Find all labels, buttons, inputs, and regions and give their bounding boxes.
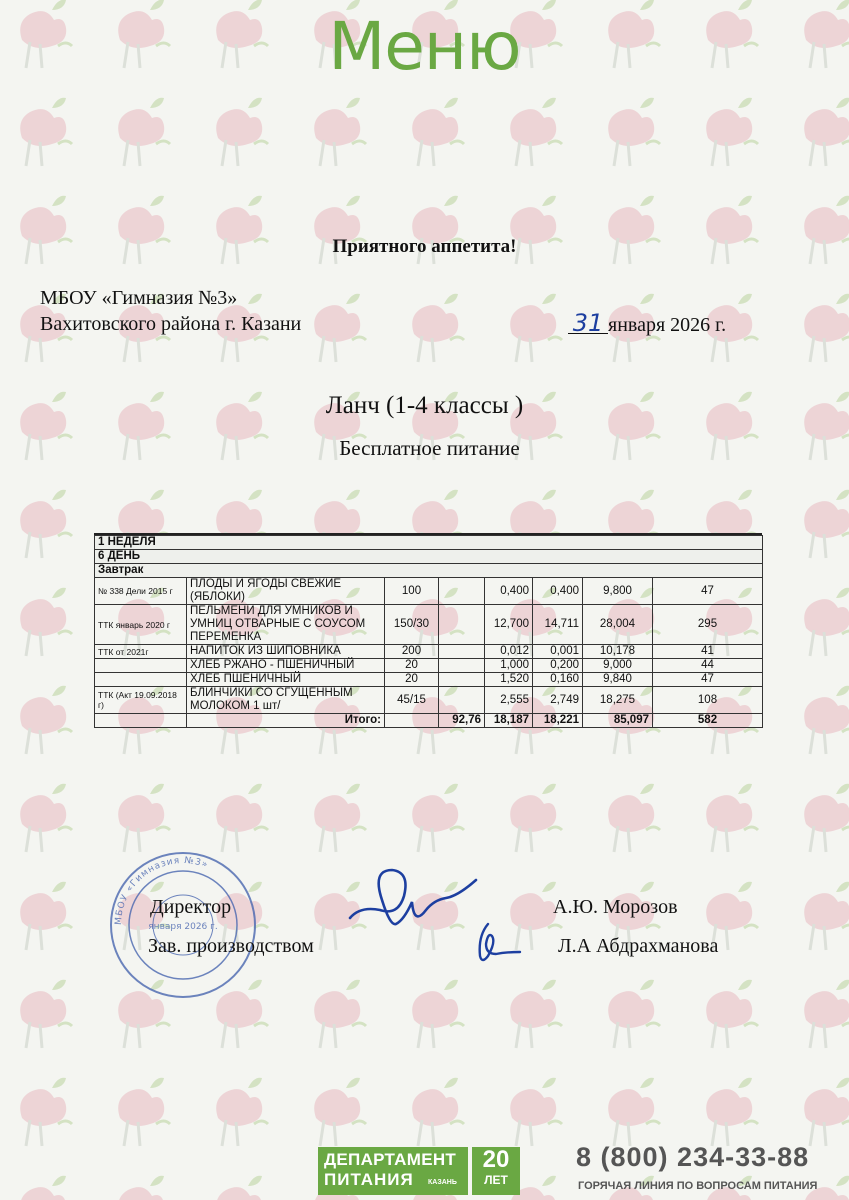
cell-price — [439, 605, 485, 645]
cell-proteins: 0,400 — [485, 578, 533, 605]
meal-title: Ланч (1-4 классы ) — [325, 392, 524, 419]
table-row — [95, 645, 763, 659]
cell-price — [439, 659, 485, 673]
total-calories: 582 — [653, 714, 763, 728]
table-row — [95, 578, 763, 605]
logo-line2: ПИТАНИЯ — [324, 1170, 414, 1189]
meal-row — [95, 564, 763, 578]
logo-years — [472, 1147, 520, 1195]
cell-calories: 41 — [653, 645, 763, 659]
table-row — [95, 605, 763, 645]
logo-box — [318, 1147, 468, 1195]
menu-sheet — [94, 533, 762, 728]
table-row — [95, 687, 763, 714]
cell-proteins: 2,555 — [485, 687, 533, 714]
cell-dish: ПЛОДЫ И ЯГОДЫ СВЕЖИЕ (ЯБЛОКИ) — [187, 578, 385, 605]
cell-source — [95, 673, 187, 687]
hotline-phone[interactable]: 8 (800) 234-33-88 — [576, 1142, 810, 1172]
total-fats: 18,221 — [533, 714, 583, 728]
cell-carbs: 10,178 — [583, 645, 653, 659]
signature-marks — [340, 860, 540, 970]
department-logo — [318, 1147, 520, 1195]
cell-dish: ХЛЕБ РЖАНО - ПШЕНИЧНЫЙ — [187, 659, 385, 673]
greeting: Приятного аппетита! — [332, 236, 517, 257]
official-stamp — [108, 850, 258, 1000]
cell-fats: 0,160 — [533, 673, 583, 687]
cell-carbs: 28,004 — [583, 605, 653, 645]
cell-price — [439, 687, 485, 714]
day-label: 6 ДЕНЬ — [95, 550, 763, 564]
cell-weight: 150/30 — [385, 605, 439, 645]
total-label: Итого: — [187, 714, 385, 728]
cell-calories: 108 — [653, 687, 763, 714]
logo-line1: ДЕПАРТАМЕНТ — [324, 1150, 457, 1169]
meal-subtitle: Бесплатное питание — [339, 436, 520, 460]
total-price: 92,76 — [439, 714, 485, 728]
stamp-text: МБОУ «Гимназия №3» — [113, 855, 210, 926]
cell-source: № 338 Дели 2015 г — [95, 578, 187, 605]
cell-fats: 2,749 — [533, 687, 583, 714]
production-name: Л.А Абдрахманова — [558, 935, 719, 957]
total-proteins: 18,187 — [485, 714, 533, 728]
logo-years-num: 20 — [482, 1146, 510, 1173]
menu-title: Меню — [328, 8, 521, 85]
logo-city: КАЗАНЬ — [428, 1179, 457, 1186]
director-role: Директор — [150, 896, 232, 918]
menu-table — [94, 535, 763, 728]
meal-label: Завтрак — [95, 564, 763, 578]
cell-fats: 14,711 — [533, 605, 583, 645]
hotline-caption: ГОРЯЧАЯ ЛИНИЯ ПО ВОПРОСАМ ПИТАНИЯ — [578, 1180, 818, 1192]
date-month-year: января 2026 г. — [608, 314, 727, 336]
cell-price — [439, 645, 485, 659]
cell-fats: 0,001 — [533, 645, 583, 659]
cell-carbs: 9,800 — [583, 578, 653, 605]
cell-dish: БЛИНЧИКИ СО СГУЩЕННЫМ МОЛОКОМ 1 шт/ — [187, 687, 385, 714]
cell-proteins: 1,520 — [485, 673, 533, 687]
cell-source: ТТК от 2021г — [95, 645, 187, 659]
cell-proteins: 1,000 — [485, 659, 533, 673]
cell-weight: 20 — [385, 659, 439, 673]
cell-carbs: 9,840 — [583, 673, 653, 687]
school-district: Вахитовского района г. Казани — [40, 313, 302, 335]
menu-date — [568, 309, 727, 337]
cell-fats: 0,400 — [533, 578, 583, 605]
cell-price — [439, 673, 485, 687]
director-name: А.Ю. Морозов — [553, 896, 678, 918]
table-row — [95, 673, 763, 687]
cell-calories: 295 — [653, 605, 763, 645]
cell-calories: 44 — [653, 659, 763, 673]
week-label: 1 НЕДЕЛЯ — [95, 536, 763, 550]
production-role: Зав. производством — [148, 935, 314, 957]
cell-source: ТТК январь 2020 г — [95, 605, 187, 645]
week-row — [95, 536, 763, 550]
cell-source — [95, 659, 187, 673]
director-signature — [350, 870, 476, 924]
cell-fats: 0,200 — [533, 659, 583, 673]
cell-carbs: 18,275 — [583, 687, 653, 714]
cell-proteins: 12,700 — [485, 605, 533, 645]
cell-dish: ХЛЕБ ПШЕНИЧНЫЙ — [187, 673, 385, 687]
total-empty — [95, 714, 187, 728]
production-signature — [480, 924, 520, 960]
cell-weight: 20 — [385, 673, 439, 687]
cell-calories: 47 — [653, 673, 763, 687]
stamp-center-text: января 2026 г. — [148, 922, 218, 932]
total-row — [95, 714, 763, 728]
school-name: МБОУ «Гимназия №3» — [40, 287, 238, 309]
cell-proteins: 0,012 — [485, 645, 533, 659]
cell-source: ТТК (Акт 19.09.2018 г) — [95, 687, 187, 714]
cell-weight: 100 — [385, 578, 439, 605]
cell-dish: ПЕЛЬМЕНИ ДЛЯ УМНИКОВ И УМНИЦ ОТВАРНЫЕ С СОУСОМ ПЕРЕМЕНКА — [187, 605, 385, 645]
cell-carbs: 9,000 — [583, 659, 653, 673]
total-carbs: 85,097 — [583, 714, 653, 728]
total-weight — [385, 714, 439, 728]
day-row — [95, 550, 763, 564]
cell-calories: 47 — [653, 578, 763, 605]
table-row — [95, 659, 763, 673]
cell-price — [439, 578, 485, 605]
cell-dish: НАПИТОК ИЗ ШИПОВНИКА — [187, 645, 385, 659]
date-day: 31 — [568, 313, 608, 334]
cell-weight: 45/15 — [385, 687, 439, 714]
logo-years-word: ЛЕТ — [484, 1173, 508, 1187]
cell-weight: 200 — [385, 645, 439, 659]
